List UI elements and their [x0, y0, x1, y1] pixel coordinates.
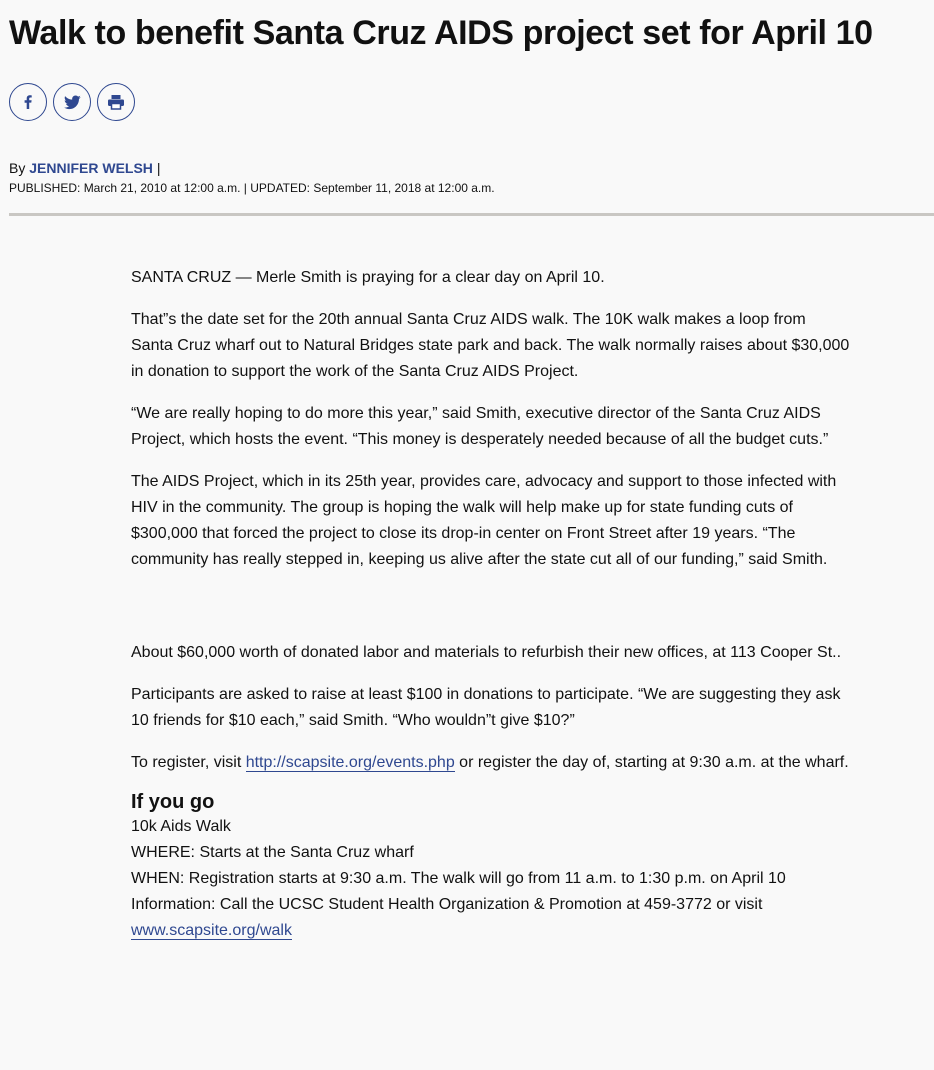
facebook-share-button[interactable] — [9, 83, 47, 121]
if-you-go-heading: If you go — [131, 791, 215, 813]
event-name: 10k Aids Walk — [131, 818, 231, 835]
register-text: To register, visit — [131, 754, 246, 771]
facebook-icon — [20, 94, 36, 110]
paragraph: About $60,000 worth of donated labor and materials to refurbish their new offices, at 113 Cooper St.. — [131, 644, 842, 661]
paragraph: Participants are asked to raise at least $100 in donations to participate. “We are suggesting they ask 10 friends for $10 each,” said Smith. “Who wouldn”t give $10?” — [131, 686, 841, 729]
byline-prefix: By — [9, 160, 26, 176]
byline — [9, 158, 160, 178]
paragraph: The AIDS Project, which in its 25th year, provides care, advocacy and support to those infected with HIV in the community. The group is hoping the walk will help make up for state funding cuts of $300,000 that forced the project to close its drop-in center on Front Street after 19 years. “The community has really stepped in, keeping us alive after the state cut all of our funding,” said Smith. — [131, 473, 837, 568]
article-headline: Walk to benefit Santa Cruz AIDS project set for April 10 — [9, 14, 873, 52]
twitter-share-button[interactable] — [53, 83, 91, 121]
event-when: WHEN: Registration starts at 9:30 a.m. The walk will go from 11 a.m. to 1:30 p.m. on April 10 — [131, 870, 786, 887]
paragraph — [131, 750, 851, 776]
print-icon — [107, 94, 125, 110]
share-bar — [9, 83, 135, 121]
byline-separator: | — [156, 160, 161, 176]
walk-link[interactable]: www.scapsite.org/walk — [131, 922, 292, 939]
event-info: Information: Call the UCSC Student Health Organization & Promotion at 459-3772 or visit — [131, 896, 763, 913]
event-where: WHERE: Starts at the Santa Cruz wharf — [131, 844, 414, 861]
article-body — [131, 265, 851, 944]
paragraph: “We are really hoping to do more this year,” said Smith, executive director of the Santa Cruz AIDS Project, which hosts the event. “This money is desperately needed because of all the budget cuts.” — [131, 405, 829, 448]
header-divider — [9, 213, 934, 216]
dateline: PUBLISHED: March 21, 2010 at 12:00 a.m. | UPDATED: September 11, 2018 at 12:00 a.m. — [9, 181, 495, 195]
events-link[interactable]: http://scapsite.org/events.php — [245, 754, 455, 771]
paragraph: SANTA CRUZ — Merle Smith is praying for a clear day on April 10. — [131, 269, 605, 286]
print-button[interactable] — [97, 83, 135, 121]
if-you-go-box — [131, 790, 851, 944]
register-text-end: or register the day of, starting at 9:30 a.m. at the wharf. — [454, 754, 849, 771]
paragraph: That”s the date set for the 20th annual Santa Cruz AIDS walk. The 10K walk makes a loop from Santa Cruz wharf out to Natural Bridges state park and back. The walk normally raises about $30,000 in donation to support the work of the Santa Cruz AIDS Project. — [131, 311, 850, 380]
author-link[interactable]: JENNIFER WELSH — [29, 160, 153, 176]
twitter-icon — [64, 95, 81, 110]
